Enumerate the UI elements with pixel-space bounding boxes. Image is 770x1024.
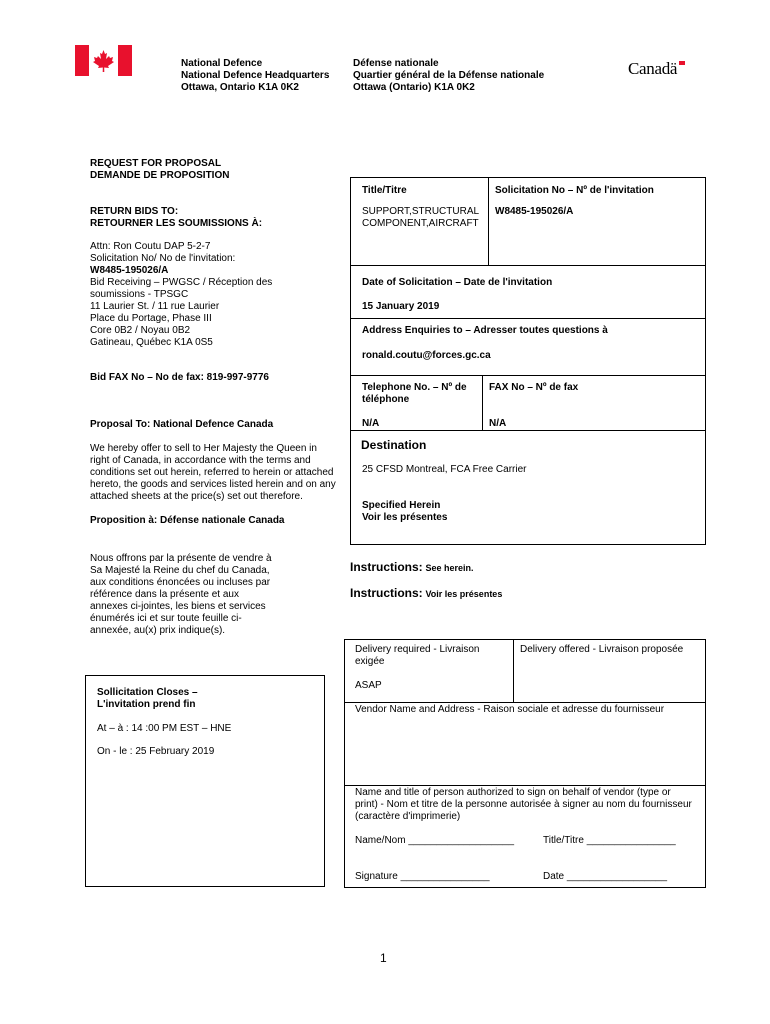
offer-fr-line: Sa Majesté la Reine du chef du Canada, <box>90 565 270 576</box>
delivery-required-line: Delivery required - Livraison <box>355 644 480 655</box>
title-label: Title/Titre <box>362 185 407 196</box>
return-bids-line: RETOURNER LES SOUMISSIONS À: <box>90 218 263 229</box>
divider <box>350 265 706 266</box>
closing-title-line: L'invitation prend fin <box>97 699 196 710</box>
org-fr-line: Défense nationale <box>353 58 439 69</box>
offer-en <box>90 443 336 503</box>
org-en-line: National Defence Headquarters <box>181 70 330 81</box>
authorized-line: print) - Nom et titre de la personne autorisée à signer au nom du fournisseur <box>355 799 692 810</box>
offer-fr-line: annexes ci-jointes, les biens et services <box>90 601 266 612</box>
signature-field[interactable]: Signature ________________ <box>355 871 490 882</box>
divider <box>513 639 514 702</box>
authorized-line: (caractère d'imprimerie) <box>355 811 461 822</box>
offer-fr-line: référence dans la présente et aux <box>90 589 239 600</box>
enquiries-label: Address Enquiries to – Adresser toutes questions à <box>362 325 608 336</box>
org-fr <box>353 58 544 94</box>
destination-label: Destination <box>361 438 427 452</box>
specified-line: Voir les présentes <box>362 512 448 523</box>
telephone-label-line: téléphone <box>362 394 410 405</box>
address-line: soumissions - TPSGC <box>90 289 189 300</box>
fax-value: N/A <box>489 418 507 429</box>
return-bids-heading <box>90 206 262 230</box>
specified-herein <box>362 500 447 524</box>
closing-date: On - le : 25 February 2019 <box>97 746 215 757</box>
org-en-line: Ottawa, Ontario K1A 0K2 <box>181 82 299 93</box>
instructions-en-label: Instructions: <box>350 560 423 574</box>
instructions-fr-value: Voir les présentes <box>425 589 503 599</box>
proposal-to: Proposal To: National Defence Canada <box>90 419 274 430</box>
address-line: Core 0B2 / Noyau 0B2 <box>90 325 191 336</box>
canada-flag-icon <box>75 45 132 76</box>
vendor-name-label: Vendor Name and Address - Raison sociale et adresse du fournisseur <box>355 704 665 715</box>
destination-value: 25 CFSD Montreal, FCA Free Carrier <box>362 464 527 475</box>
title-value-line: COMPONENT,AIRCRAFT <box>362 218 479 229</box>
instructions-en-value: See herein. <box>425 563 474 573</box>
offer-en-line: right of Canada, in accordance with the terms and <box>90 455 311 466</box>
closing-time: At – à : 14 :00 PM EST – HNE <box>97 723 232 734</box>
bid-fax: Bid FAX No – No de fax: 819-997-9776 <box>90 372 269 383</box>
org-en-line: National Defence <box>181 58 263 69</box>
solicitation-no-label: Solicitation No – Nº de l'invitation <box>495 185 654 196</box>
delivery-required-line: exigée <box>355 656 385 667</box>
divider <box>488 177 489 265</box>
offer-fr-line: annexée, au(x) prix indique(s). <box>90 625 226 636</box>
date-label: Date of Solicitation – Date de l'invitation <box>362 277 553 288</box>
rfp-title-line: DEMANDE DE PROPOSITION <box>90 170 230 181</box>
name-field[interactable]: Name/Nom ___________________ <box>355 835 515 846</box>
offer-en-line: hereto, the goods and services listed herein and on any <box>90 479 336 490</box>
telephone-label <box>362 382 467 406</box>
telephone-value: N/A <box>362 418 380 429</box>
address-line: Bid Receiving – PWGSC / Réception des <box>90 277 273 288</box>
proposition: Proposition à: Défense nationale Canada <box>90 515 285 526</box>
offer-en-line: conditions set out herein, referred to herein or attached <box>90 467 334 478</box>
enquiries-email: ronald.coutu@forces.gc.ca <box>362 350 491 361</box>
offer-en-line: We hereby offer to sell to Her Majesty the Queen in <box>90 443 317 454</box>
offer-fr-line: énumérés ici et sur toute feuille ci- <box>90 613 242 624</box>
rfp-title-line: REQUEST FOR PROPOSAL <box>90 158 222 169</box>
delivery-asap: ASAP <box>355 680 382 691</box>
canada-wordmark: Canadä <box>628 59 678 78</box>
date-field[interactable]: Date __________________ <box>543 871 668 882</box>
rfp-title <box>90 158 229 182</box>
offer-en-line: attached sheets at the price(s) set out therefore. <box>90 491 303 502</box>
fax-label: FAX No – Nº de fax <box>489 382 579 393</box>
return-bids-line: RETURN BIDS TO: <box>90 206 179 217</box>
vendor-box <box>344 639 706 888</box>
org-fr-line: Quartier général de la Défense nationale <box>353 70 545 81</box>
title-field[interactable]: Title/Titre ________________ <box>543 835 676 846</box>
solicitation-no-value: W8485-195026/A <box>495 206 574 217</box>
divider <box>350 375 706 376</box>
closing-title <box>97 687 198 711</box>
date-value: 15 January 2019 <box>362 301 440 312</box>
org-en <box>181 58 329 94</box>
specified-line: Specified Herein <box>362 500 441 511</box>
divider <box>482 375 483 430</box>
address-line: 11 Laurier St. / 11 rue Laurier <box>90 301 220 312</box>
authorized-person <box>355 787 692 823</box>
telephone-label-line: Telephone No. – Nº de <box>362 382 467 393</box>
org-fr-line: Ottawa (Ontario) K1A 0K2 <box>353 82 475 93</box>
delivery-required <box>355 644 480 668</box>
offer-fr-line: aux conditions énoncées ou incluses par <box>90 577 271 588</box>
solicitation-number: W8485-195026/A <box>90 265 169 276</box>
solicitation-label: Solicitation No/ No de l'invitation: <box>90 253 236 264</box>
attn: Attn: Ron Coutu DAP 5-2-7 <box>90 241 211 252</box>
address-line: Place du Portage, Phase III <box>90 313 212 324</box>
wordmark-flag-icon <box>679 61 685 65</box>
offer-fr <box>90 553 272 637</box>
instructions-fr <box>350 587 502 601</box>
title-value-line: SUPPORT,STRUCTURAL <box>362 206 480 217</box>
delivery-offered: Delivery offered - Livraison proposée <box>520 644 684 655</box>
offer-fr-line: Nous offrons par la présente de vendre à <box>90 553 272 564</box>
divider <box>350 318 706 319</box>
authorized-line: Name and title of person authorized to sign on behalf of vendor (type or <box>355 787 671 798</box>
divider <box>350 430 706 431</box>
page-number: 1 <box>380 951 387 965</box>
address-line: Gatineau, Québec K1A 0S5 <box>90 337 213 348</box>
title-value <box>362 206 479 230</box>
closing-title-line: Sollicitation Closes – <box>97 687 198 698</box>
instructions-en <box>350 561 473 575</box>
divider <box>344 702 706 703</box>
divider <box>344 785 706 786</box>
instructions-fr-label: Instructions: <box>350 586 423 600</box>
return-address <box>90 241 272 349</box>
